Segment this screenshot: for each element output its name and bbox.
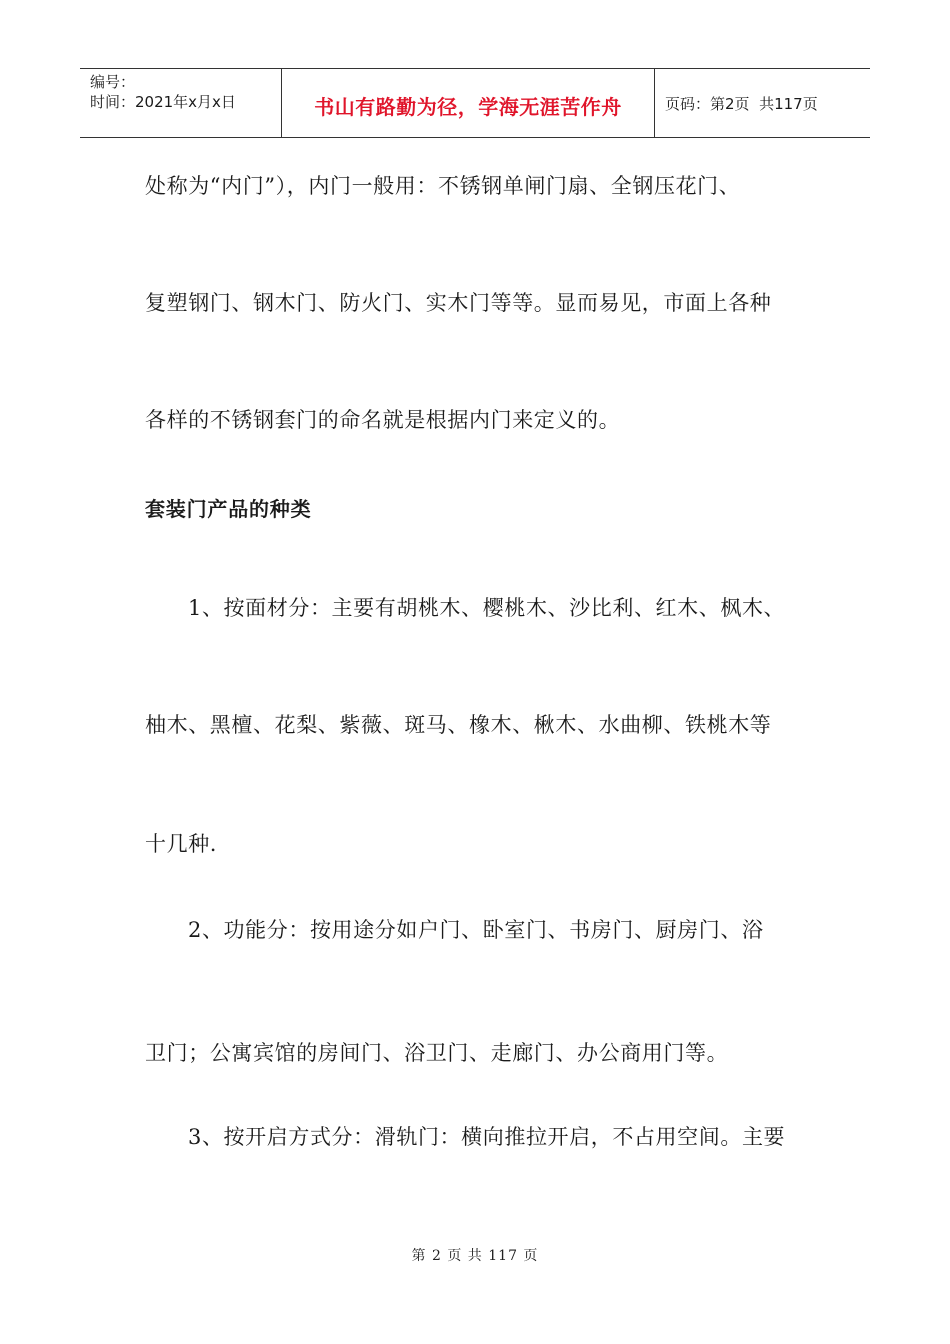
paragraph-line: 卫门；公寓宾馆的房间门、浴卫门、走廊门、办公商用门等。: [145, 1041, 729, 1065]
header-motto-cell: [282, 69, 655, 137]
page-header: [80, 68, 870, 138]
page-footer: 第 2 页 共 117 页: [411, 1248, 539, 1264]
header-page-code-cell: [655, 69, 870, 137]
paragraph-line: 柚木、黑檀、花梨、紫薇、斑马、橡木、楸木、水曲柳、铁桃木等: [145, 713, 772, 737]
paragraph-line: 2、功能分：按用途分如户门、卧室门、书房门、厨房门、浴: [188, 918, 764, 942]
paragraph-line: 3、按开启方式分：滑轨门：横向推拉开启，不占用空间。主要: [188, 1125, 786, 1149]
document-number-label: 编号：: [90, 73, 136, 91]
paragraph-line: 十几种.: [145, 832, 218, 856]
header-page-code: 页码：第2页 共117页: [665, 94, 818, 113]
paragraph-line: 复塑钢门、钢木门、防火门、实木门等等。显而易见，市面上各种: [145, 291, 772, 315]
document-date: 时间：2021年x月x日: [90, 93, 236, 111]
section-heading: 套装门产品的种类: [145, 497, 312, 521]
paragraph-line: 各样的不锈钢套门的命名就是根据内门来定义的。: [145, 408, 621, 432]
header-motto: 书山有路勤为径，学海无涯苦作舟: [314, 94, 622, 119]
paragraph-line: 处称为“内门”），内门一般用：不锈钢单闸门扇、全钢压花门、: [145, 174, 741, 198]
header-meta: [80, 69, 282, 137]
paragraph-line: 1、按面材分：主要有胡桃木、樱桃木、沙比利、红木、枫木、: [188, 596, 786, 620]
